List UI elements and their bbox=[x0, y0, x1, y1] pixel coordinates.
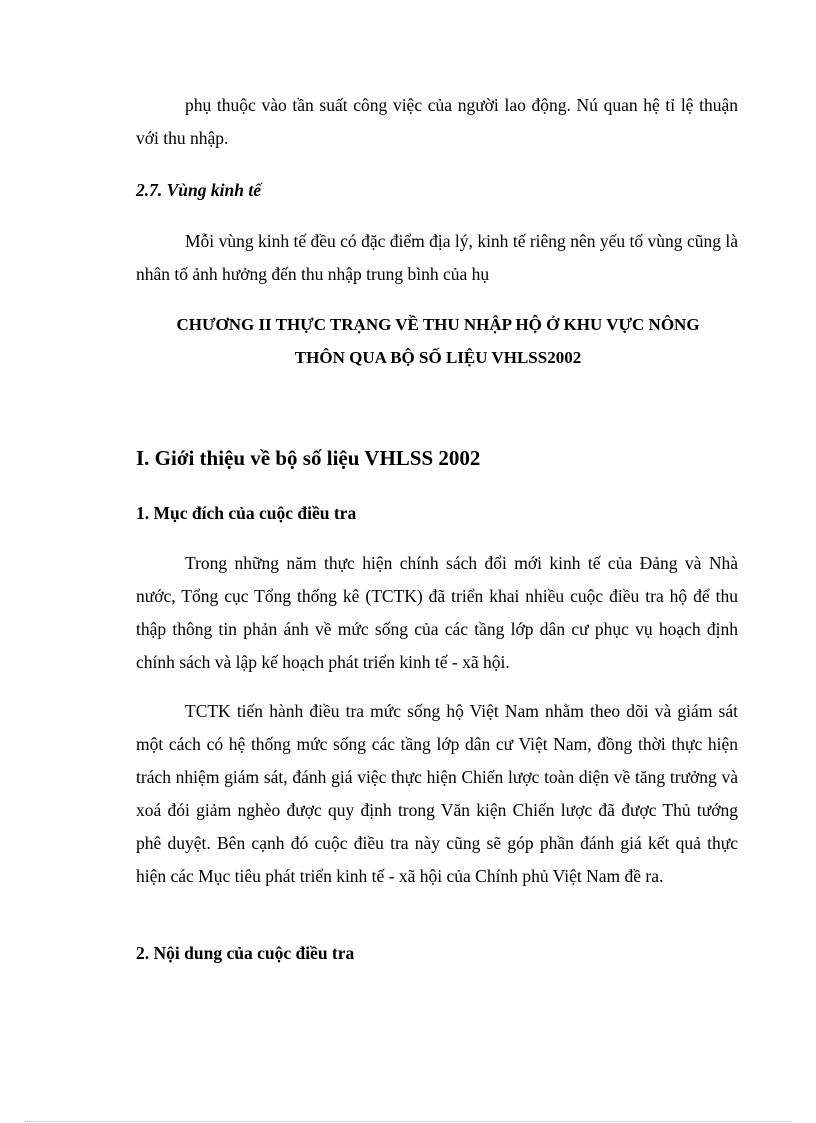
paragraph-economic-region: Mỗi vùng kinh tế đều có đặc điểm địa lý, kinh tế riêng nên yếu tố vùng cũng là nhân tố ảnh hưởng đến thu nhập trung bình của hụ bbox=[136, 231, 738, 284]
section-heading-economic-region: 2.7. Vùng kinh tế bbox=[136, 180, 261, 200]
chapter-title bbox=[100, 308, 776, 374]
paragraph-income-frequency: phụ thuộc vào tần suất công việc của người lao động. Nú quan hệ tỉ lệ thuận với thu nhập. bbox=[136, 95, 738, 148]
paragraph-survey-objectives: TCTK tiến hành điều tra mức sống hộ Việt Nam nhằm theo dõi và giám sát một cách có hệ thống mức sống các tầng lớp dân cư Việt Nam, đồng thời thực hiện trách nhiệm giám sát, đánh giá việc thực hiện Chiến lược toàn diện về tăng trưởng và xoá đói giảm nghèo được quy định trong Văn kiện Chiến lược đã được Thủ tướng phê duyệt. Bên cạnh đó cuộc điều tra này cũng sẽ góp phần đánh giá kết quả thực hiện các Mục tiêu phát triển kinh tế - xã hội của Chính phủ Việt Nam đề ra. bbox=[136, 701, 738, 886]
subheading-survey-content: 2. Nội dung của cuộc điều tra bbox=[136, 943, 355, 963]
page-bottom-divider bbox=[24, 1121, 792, 1122]
paragraph-survey-background: Trong những năm thực hiện chính sách đổi mới kinh tế của Đảng và Nhà nước, Tổng cục Tổng thống kê (TCTK) đã triển khai nhiều cuộc điều tra hộ để thu thập thông tin phản ánh về mức sống của các tầng lớp dân cư phục vụ hoạch định chính sách và lập kế hoạch phát triển kinh tế - xã hội. bbox=[136, 553, 738, 672]
chapter-title-line-2: THÔN QUA BỘ SỐ LIỆU VHLSS2002 bbox=[294, 348, 582, 367]
subheading-survey-purpose: 1. Mục đích của cuộc điều tra bbox=[136, 503, 357, 523]
part-heading-introduction: I. Giới thiệu về bộ số liệu VHLSS 2002 bbox=[136, 446, 481, 470]
chapter-title-line-1: CHƯƠNG II THỰC TRẠNG VỀ THU NHẬP HỘ Ở KHU VỰC NÔNG bbox=[176, 315, 700, 334]
